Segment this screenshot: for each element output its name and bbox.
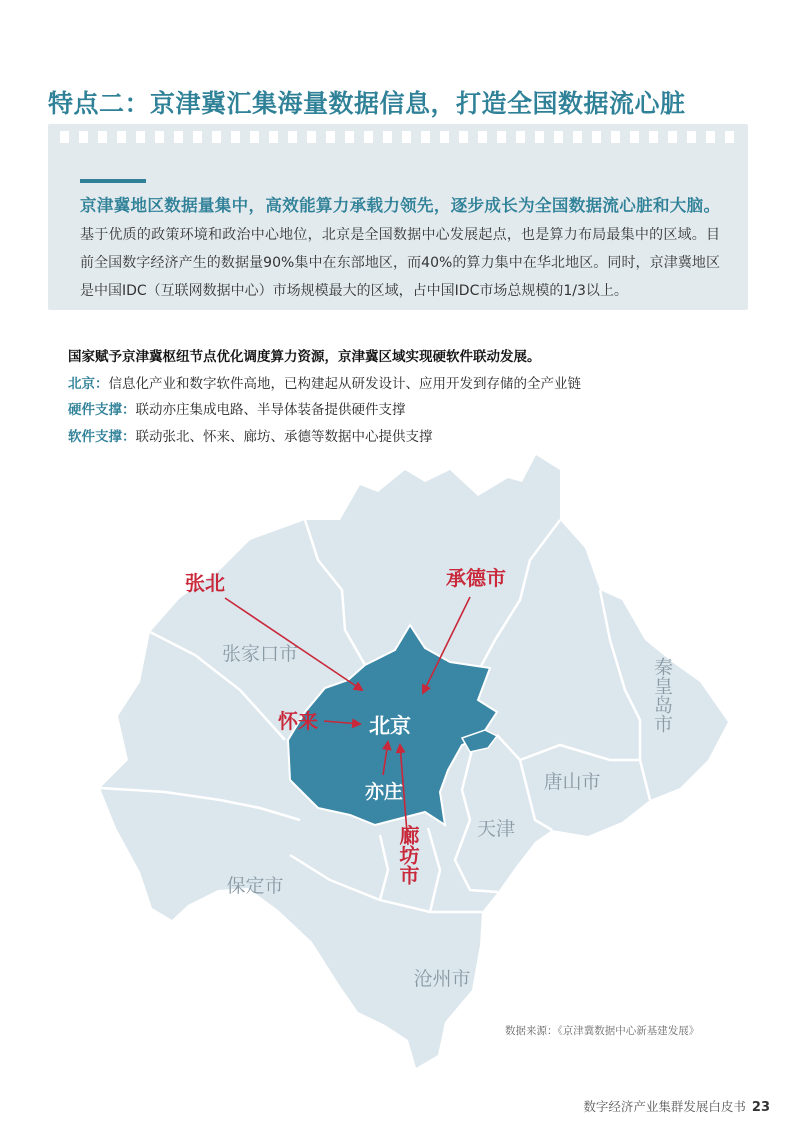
intro-item-text: 联动张北、怀来、廊坊、承德等数据中心提供支撑 xyxy=(135,428,433,445)
callout-langfang xyxy=(396,824,420,885)
region-label-yizhuang: 亦庄 xyxy=(364,781,404,803)
region-label-zhangjiakou: 张家口市 xyxy=(221,643,299,665)
region-label-tianjin: 天津 xyxy=(476,818,516,840)
data-source-note: 数据来源：《京津冀数据中心新基建发展》 xyxy=(505,1025,700,1037)
highlight-callout-box xyxy=(48,124,748,310)
callout-langfang-text: 廊坊市 xyxy=(396,825,420,885)
intro-item xyxy=(68,397,748,424)
region-label-baoding: 保定市 xyxy=(226,875,284,897)
region-label-beijing: 北京 xyxy=(369,714,411,738)
callout-huailai: 怀来 xyxy=(278,709,318,733)
footer-title: 数字经济产业集群发展白皮书 xyxy=(583,1099,746,1114)
intro-item-key: 硬件支撑： xyxy=(68,402,136,418)
page-footer xyxy=(480,1097,770,1115)
region-label-qinhuangdao-text: 秦皇岛市 xyxy=(651,657,673,733)
region-label-qinhuangdao xyxy=(651,657,673,733)
page-number: 23 xyxy=(751,1100,770,1115)
accent-bar xyxy=(80,179,146,183)
callout-body: 基于优质的政策环境和政治中心地位，北京是全国数据中心发展起点，也是算力布局最集中的区域。目前全国数字经济产生的数据量90%集中在东部地区，而40%的算力集中在华北地区。同时，京津冀地区是中国IDC（互联网数据中心）市场规模最大的区域，占中国IDC市场总规模的1/3以上。 xyxy=(80,227,720,299)
region-label-tangshan: 唐山市 xyxy=(543,771,601,793)
intro-item-key: 软件支撑： xyxy=(68,428,136,445)
callout-zhangbei: 张北 xyxy=(185,571,225,595)
jing-jin-ji-map xyxy=(0,430,800,1070)
intro-item-key: 北京： xyxy=(68,375,109,392)
intro-item-text: 联动亦庄集成电路、半导体装备提供硬件支撑 xyxy=(135,402,406,418)
perforated-strip xyxy=(60,131,736,143)
intro-item xyxy=(68,371,748,398)
intro-heading: 国家赋予京津冀枢纽节点优化调度算力资源，京津冀区域实现硬软件联动发展。 xyxy=(68,349,541,365)
page-title: 特点二：京津冀汇集海量数据信息，打造全国数据流心脏 xyxy=(48,89,686,118)
callout-lead: 京津冀地区数据量集中，高效能算力承载力领先，逐步成长为全国数据流心脏和大脑。 xyxy=(80,196,720,215)
callout-text xyxy=(80,192,720,305)
region-label-cangzhou: 沧州市 xyxy=(413,968,471,990)
callout-chengde: 承德市 xyxy=(446,566,506,590)
intro-item-text: 信息化产业和数字软件高地，已构建起从研发设计、应用开发到存储的全产业链 xyxy=(108,375,581,392)
